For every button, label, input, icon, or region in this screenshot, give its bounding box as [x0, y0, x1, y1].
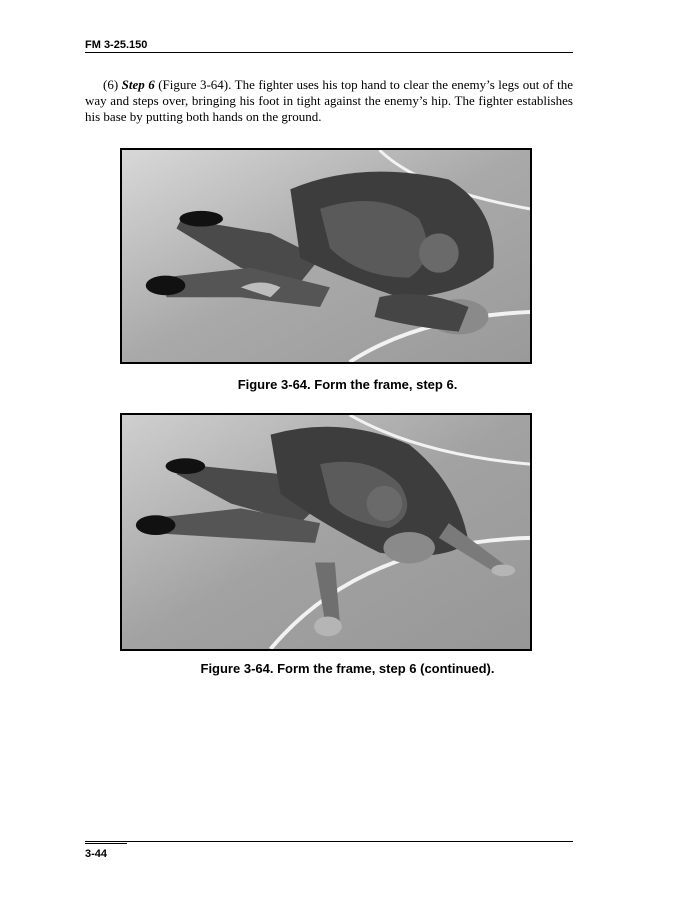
- paragraph-number: (6): [103, 77, 119, 92]
- figure-caption-1: Figure 3-64. Form the frame, step 6.: [237, 377, 458, 392]
- figure-photo-step-6-continued: [120, 413, 532, 651]
- step-label: Step 6: [121, 77, 155, 92]
- running-header: FM 3-25.150: [85, 39, 148, 51]
- header-rule: [85, 52, 573, 53]
- figure-photo-step-6: [120, 148, 532, 364]
- step-paragraph: [85, 77, 573, 125]
- photo-illustration: [122, 415, 530, 649]
- footer-rule-short: [85, 843, 127, 844]
- figure-caption-2: Figure 3-64. Form the frame, step 6 (continued).: [200, 661, 495, 676]
- page-number: 3-44: [85, 848, 108, 860]
- footer-rule: [85, 841, 573, 842]
- paragraph-body: (Figure 3-64). The fighter uses his top hand to clear the enemy’s legs out of the way and steps over, bringing his foot in tight against the enemy’s hip. The fighter establishes his base by putting both hands on the ground.: [85, 77, 573, 124]
- photo-illustration: [122, 150, 530, 362]
